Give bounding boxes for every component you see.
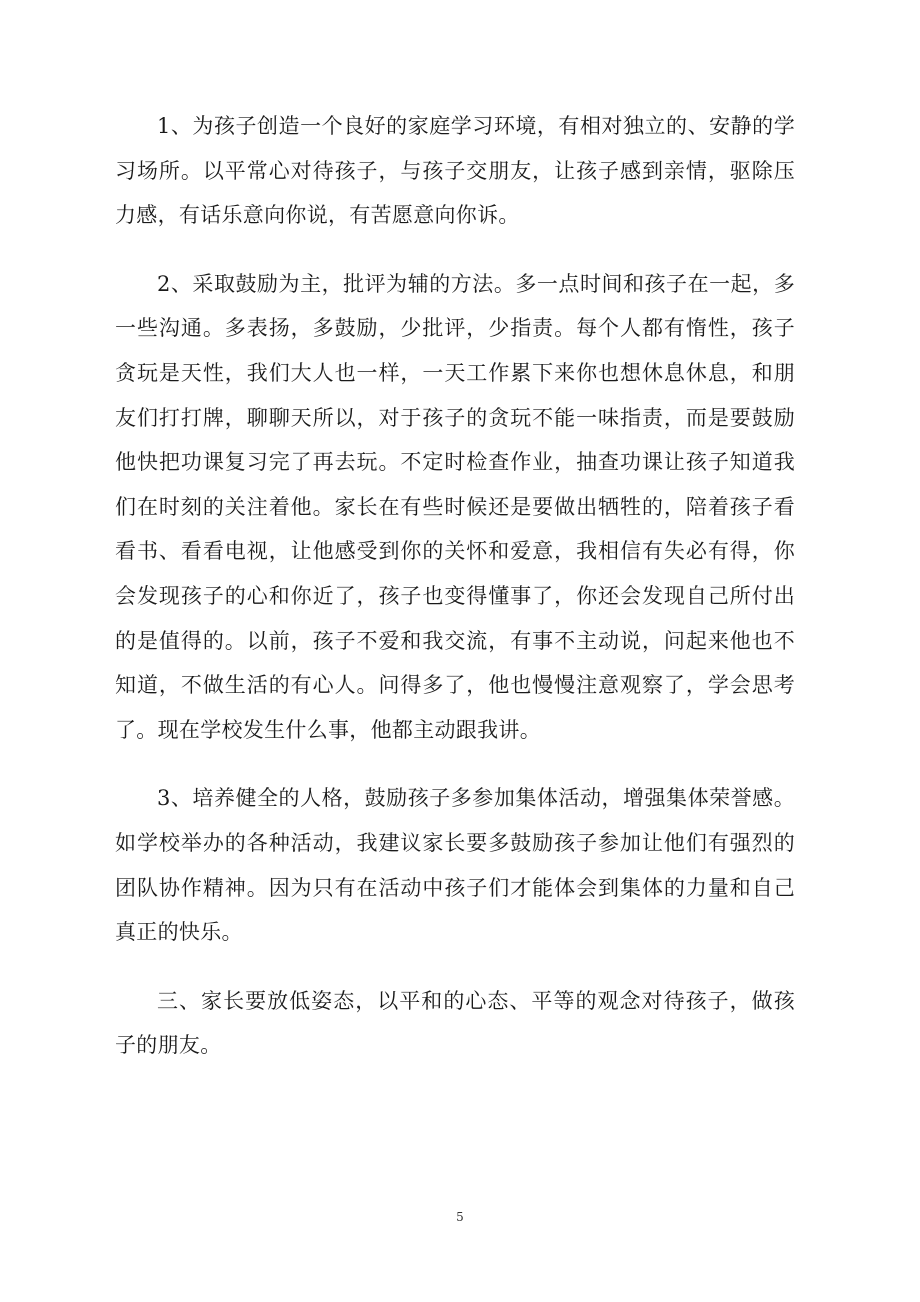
paragraph-4: 三、家长要放低姿态，以平和的心态、平等的观念对待孩子，做孩子的朋友。 xyxy=(115,988,795,1058)
page-number: 5 xyxy=(456,1210,464,1224)
page-body xyxy=(115,104,795,1092)
paragraph-2: 2、采取鼓励为主，批评为辅的方法。多一点时间和孩子在一起，多一些沟通。多表扬，多鼓励，少批评，少指责。每个人都有惰性，孩子贪玩是天性，我们大人也一样，一天工作累下来你也想休息休息，和朋友们打打牌，聊聊天所以，对于孩子的贪玩不能一味指责，而是要鼓励他快把功课复习完了再去玩。不定时检查作业，抽查功课让孩子知道我们在时刻的关注着他。家长在有些时候还是要做出牺牲的，陪着孩子看看书、看看电视，让他感受到你的关怀和爱意，我相信有失必有得，你会发现孩子的心和你近了，孩子也变得懂事了，你还会发现自己所付出的是值得的。以前，孩子不爱和我交流，有事不主动说，问起来他也不知道，不做生活的有心人。问得多了，他也慢慢注意观察了，学会思考了。现在学校发生什么事，他都主动跟我讲。 xyxy=(115,271,795,742)
paragraph-3: 3、培养健全的人格，鼓励孩子多参加集体活动，增强集体荣誉感。如学校举办的各种活动，我建议家长要多鼓励孩子参加让他们有强烈的团队协作精神。因为只有在活动中孩子们才能体会到集体的力量和自己真正的快乐。 xyxy=(115,786,795,945)
paragraph-1: 1、为孩子创造一个良好的家庭学习环境，有相对独立的、安静的学习场所。以平常心对待孩子，与孩子交朋友，让孩子感到亲情，驱除压力感，有话乐意向你说，有苦愿意向你诉。 xyxy=(115,114,795,228)
